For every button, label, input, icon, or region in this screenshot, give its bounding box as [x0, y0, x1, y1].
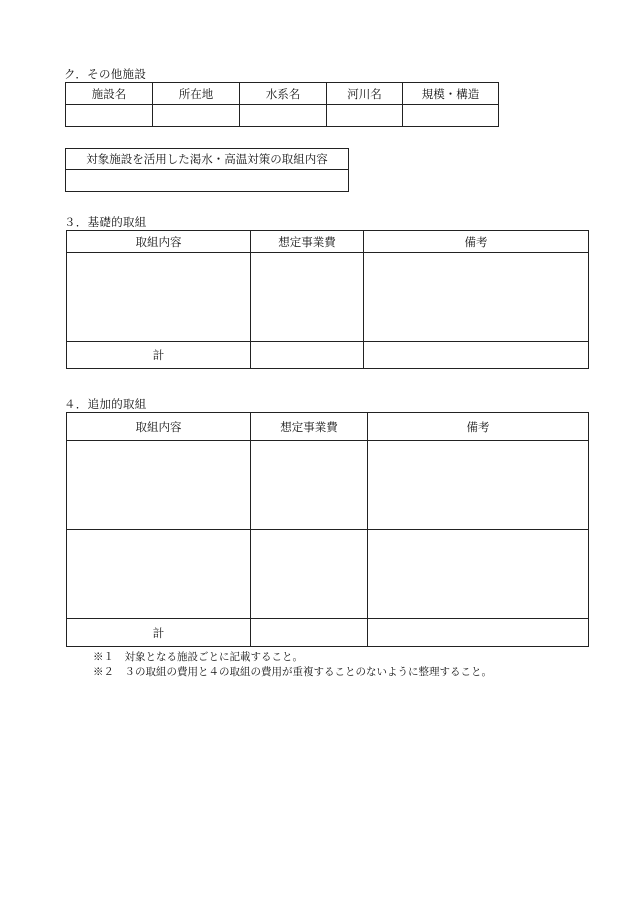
measures-content-box	[65, 148, 349, 192]
column-header-measure-content: 取組内容	[67, 413, 251, 441]
section-4-heading: ４．追加的取組	[64, 397, 147, 411]
column-header-facility-name: 施設名	[66, 83, 153, 105]
table-cell[interactable]	[251, 530, 368, 619]
table-cell[interactable]	[364, 253, 589, 342]
table-cell[interactable]	[153, 105, 240, 127]
table-cell[interactable]	[364, 342, 589, 369]
note-2: ※２ ３の取組の費用と４の取組の費用が重複することのないように整理すること。	[93, 666, 492, 678]
total-cost-cell[interactable]	[251, 619, 368, 647]
column-header-water-system: 水系名	[240, 83, 327, 105]
total-label: 計	[67, 342, 251, 369]
table-cell[interactable]	[240, 105, 327, 127]
table-cell[interactable]	[327, 105, 403, 127]
measures-content-cell[interactable]	[66, 170, 349, 192]
table-cell[interactable]	[251, 253, 364, 342]
column-header-measure-content: 取組内容	[67, 231, 251, 253]
column-header-remarks: 備考	[368, 413, 589, 441]
table-cell[interactable]	[368, 530, 589, 619]
column-header-estimated-cost: 想定事業費	[251, 231, 364, 253]
other-facilities-table	[65, 82, 499, 127]
basic-measures-table	[66, 230, 589, 369]
column-header-remarks: 備考	[364, 231, 589, 253]
table-cell[interactable]	[67, 441, 251, 530]
section-3-heading: ３．基礎的取組	[64, 215, 147, 229]
table-cell[interactable]	[251, 441, 368, 530]
column-header-location: 所在地	[153, 83, 240, 105]
total-cost-cell[interactable]	[251, 342, 364, 369]
table-cell[interactable]	[66, 105, 153, 127]
section-ku-heading: ク．その他施設	[64, 67, 147, 81]
table-cell[interactable]	[403, 105, 499, 127]
table-cell[interactable]	[368, 619, 589, 647]
total-label: 計	[67, 619, 251, 647]
table-cell[interactable]	[67, 253, 251, 342]
column-header-river-name: 河川名	[327, 83, 403, 105]
measures-content-header: 対象施設を活用した渇水・高温対策の取組内容	[66, 149, 349, 170]
additional-measures-table	[66, 412, 589, 647]
column-header-estimated-cost: 想定事業費	[251, 413, 368, 441]
note-1: ※１ 対象となる施設ごとに記載すること。	[93, 651, 303, 663]
table-cell[interactable]	[368, 441, 589, 530]
column-header-scale-structure: 規模・構造	[403, 83, 499, 105]
table-cell[interactable]	[67, 530, 251, 619]
